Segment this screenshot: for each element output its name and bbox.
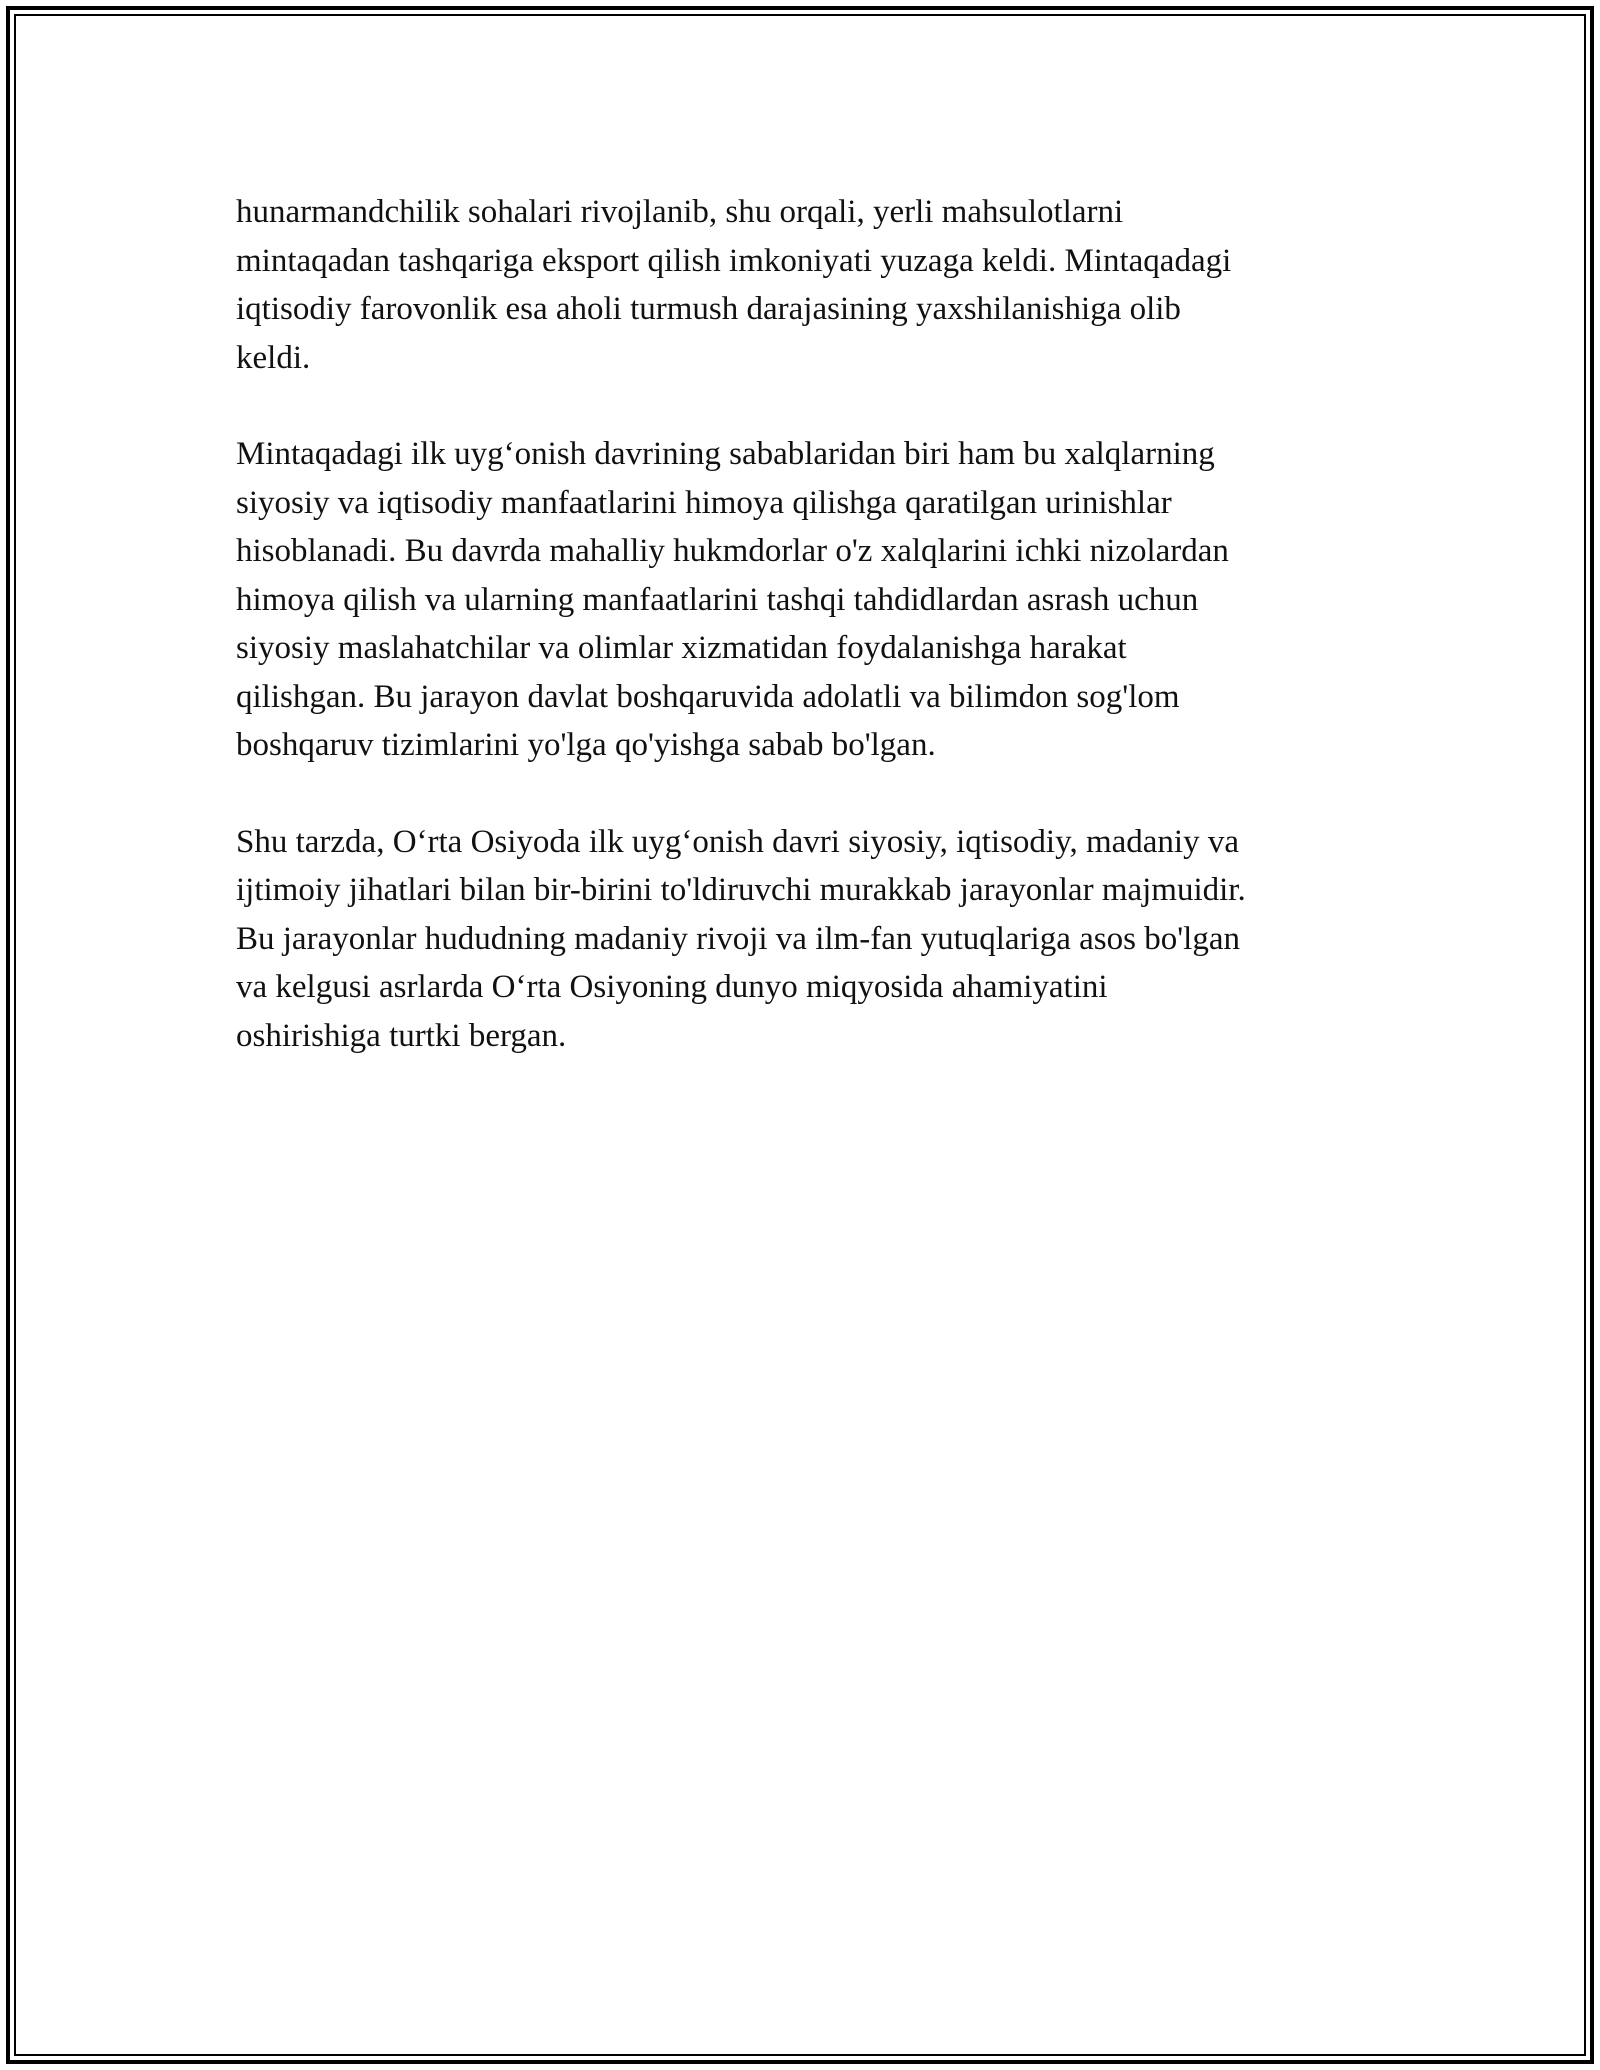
text-line: boshqaruv tizimlarini yo'lga qo'yishga sabab bo'lgan. <box>236 727 936 763</box>
text-line: Bu jarayonlar hududning madaniy rivoji va ilm-fan yutuqlariga asos bo'lgan <box>236 920 1240 957</box>
text-line: oshirishiga turtki bergan. <box>236 1017 567 1054</box>
text-line: himoya qilish va ularning manfaatlarini tashqi tahdidlardan asrash uchun <box>236 581 1199 618</box>
paragraph-3 <box>236 818 1366 1061</box>
text-line: iqtisodiy farovonlik esa aholi turmush darajasining yaxshilanishiga olib <box>236 291 1181 327</box>
text-line: Shu tarzda, O‘rta Osiyoda ilk uyg‘onish davri siyosiy, iqtisodiy, madaniy va <box>236 823 1239 860</box>
text-line: mintaqadan tashqariga eksport qilish imkoniyati yuzaga keldi. Mintaqadagi <box>236 242 1232 279</box>
text-line: siyosiy maslahatchilar va olimlar xizmatidan foydalanishga harakat <box>236 630 1127 666</box>
text-line: hunarmandchilik sohalari rivojlanib, shu orqali, yerli mahsulotlarni <box>236 194 1124 230</box>
text-line: Mintaqadagi ilk uyg‘onish davrining sabablaridan biri ham bu xalqlarning <box>236 436 1215 472</box>
text-line: ijtimoiy jihatlari bilan bir-birini to'ldiruvchi murakkab jarayonlar majmuidir. <box>236 872 1246 908</box>
paragraph-2 <box>236 430 1366 770</box>
document-body <box>236 188 1366 1108</box>
text-line: qilishgan. Bu jarayon davlat boshqaruvida adolatli va bilimdon sog'lom <box>236 678 1180 715</box>
text-line: siyosiy va iqtisodiy manfaatlarini himoya qilishga qaratilgan urinishlar <box>236 484 1172 521</box>
text-line: va kelgusi asrlarda O‘rta Osiyoning dunyo miqyosida ahamiyatini <box>236 969 1108 1005</box>
text-line: keldi. <box>236 339 311 376</box>
text-line: hisoblanadi. Bu davrda mahalliy hukmdorlar o'z xalqlarini ichki nizolardan <box>236 533 1229 569</box>
paragraph-1 <box>236 188 1366 382</box>
